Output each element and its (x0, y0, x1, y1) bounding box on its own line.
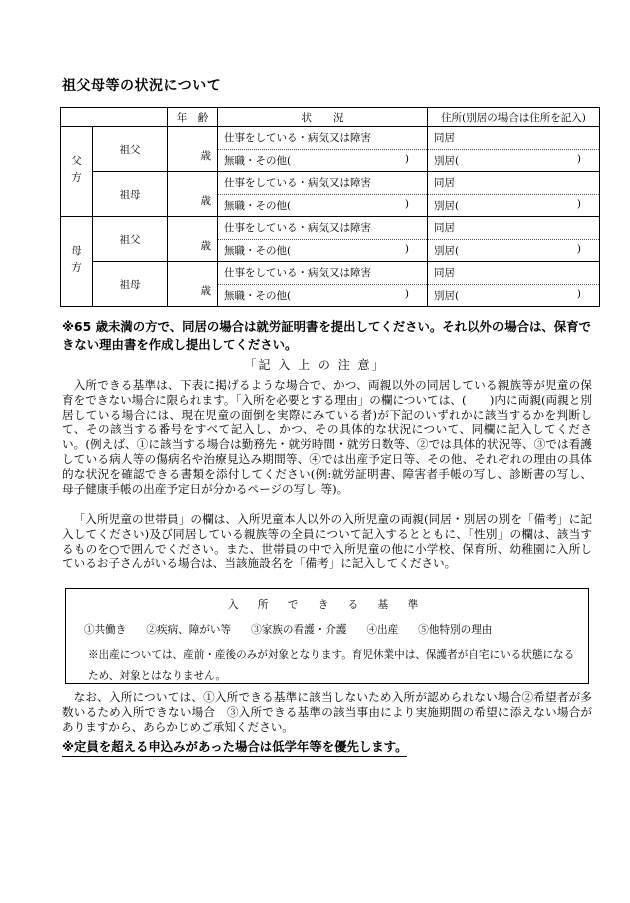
person-name: 祖父 (93, 127, 168, 172)
status-close: ) (404, 287, 409, 300)
priority-note: ※定員を超える申込みがあった場合は低学年等を優先します。 (62, 737, 407, 757)
address-field[interactable] (428, 172, 600, 217)
criteria-item: ②疾病、障がい等 (146, 624, 232, 636)
status-line1: 仕事をしている・病気又は障害 (218, 262, 427, 285)
age-field[interactable] (168, 127, 218, 172)
notes-heading: 「記 入 上 の 注 意」 (244, 358, 386, 372)
criteria-item: ④出産 (366, 624, 399, 636)
address-field[interactable] (428, 127, 600, 172)
grandparents-table (60, 107, 600, 307)
page-title: 祖父母等の状況について (62, 78, 222, 94)
address-separate: 別居( (434, 244, 460, 257)
address-cohabit: 同居 (428, 172, 599, 195)
age-unit: 歳 (200, 195, 211, 207)
criteria-list (84, 622, 588, 637)
paragraph-acknowledgement: なお、入所については、①入所できる基準に該当しないため入所が認められない場合②希望者が多数いるため入所できない場合 ③入所できる基準の該当事由により実施期間の希望に添えない場合がありますから、あらかじめご承知ください。 (62, 690, 592, 734)
under-65-note: ※65 歳未満の方で、同居の場合は就労証明書を提出してください。それ以外の場合は、保育できない理由書を作成し提出してください。 (62, 319, 591, 352)
side-label: 母方 (61, 217, 93, 307)
status-close: ) (404, 242, 409, 255)
age-unit: 歳 (200, 285, 211, 297)
person-name: 祖母 (93, 172, 168, 217)
address-close: ) (576, 242, 581, 255)
address-cohabit: 同居 (428, 217, 599, 240)
age-field[interactable] (168, 217, 218, 262)
address-field[interactable] (428, 217, 600, 262)
status-line1: 仕事をしている・病気又は障害 (218, 172, 427, 195)
age-unit: 歳 (200, 240, 211, 252)
status-field[interactable] (218, 172, 428, 217)
status-close: ) (404, 197, 409, 210)
age-field[interactable] (168, 262, 218, 307)
status-field[interactable] (218, 262, 428, 307)
status-close: ) (404, 152, 409, 165)
status-line2: 無職・その他( (224, 199, 292, 212)
address-separate: 別居( (434, 289, 460, 302)
status-line1: 仕事をしている・病気又は障害 (218, 217, 427, 240)
age-unit: 歳 (200, 150, 211, 162)
address-cohabit: 同居 (428, 262, 599, 285)
criteria-item: ③家族の看護・介護 (251, 624, 347, 636)
status-line2: 無職・その他( (224, 154, 292, 167)
corner-cell (61, 108, 168, 127)
header-status: 状 況 (218, 108, 428, 127)
address-close: ) (576, 287, 581, 300)
paragraph-criteria: 入所できる基準は、下表に掲げるような場合で、かつ、両親以外の同居している親族等が児童の保育をできない場合に限られます。「入所を必要とする理由」の欄については、( )内に両親(両親と別居している場合には、現在児童の面倒を実際にみている者)が下記のいずれかに該当するかを判断して、その該当する番号をすべて記入し、かつ、その具体的な状況について、同欄に記入してください。(例えば、①に該当する場合は勤務先・就労時間・就労日数等、②では具体的状況等、③では看護している病人等の傷病名や治療見込み期間等、④では出産予定日等、その他、それぞれの理由の具体的な状況を確認できる書類を添付してください(例:就労証明書、障害者手帳の写し、診断書の写し、母子健康手帳の出産予定日が分かるページの写し 等)。 (62, 378, 592, 496)
paragraph-household: 「入所児童の世帯員」の欄は、入所児童本人以外の入所児童の両親(同居・別居の別を「備考」に記入してください)及び同居している親族等の全員について記入するとともに、「性別」の欄は、該当するものを○で囲んでください。また、世帯員の中で入所児童の他に小学校、保育所、幼稚園に入所しているお子さんがいる場合は、当該施設名を「備考」に記入してください。 (62, 512, 592, 571)
criteria-box (65, 588, 589, 684)
person-name: 祖父 (93, 217, 168, 262)
address-field[interactable] (428, 262, 600, 307)
address-close: ) (576, 197, 581, 210)
address-separate: 別居( (434, 154, 460, 167)
childbirth-note: ※出産については、産前・産後のみが対象となります。育児休業中は、保護者が自宅にいる状態になるため、対象とはなりません。 (88, 649, 575, 682)
status-field[interactable] (218, 217, 428, 262)
header-address: 住所(別居の場合は住所を記入) (428, 108, 600, 127)
person-name: 祖母 (93, 262, 168, 307)
criteria-item: ①共働き (84, 624, 127, 636)
header-age: 年 齢 (168, 108, 218, 127)
side-label: 父方 (61, 127, 93, 217)
age-field[interactable] (168, 172, 218, 217)
status-field[interactable] (218, 127, 428, 172)
address-cohabit: 同居 (428, 127, 599, 150)
criteria-item: ⑤他特別の理由 (418, 624, 493, 636)
status-line2: 無職・その他( (224, 289, 292, 302)
address-separate: 別居( (434, 199, 460, 212)
address-close: ) (576, 152, 581, 165)
status-line1: 仕事をしている・病気又は障害 (218, 127, 427, 150)
criteria-title: 入 所 で き る 基 準 (227, 599, 427, 611)
status-line2: 無職・その他( (224, 244, 292, 257)
